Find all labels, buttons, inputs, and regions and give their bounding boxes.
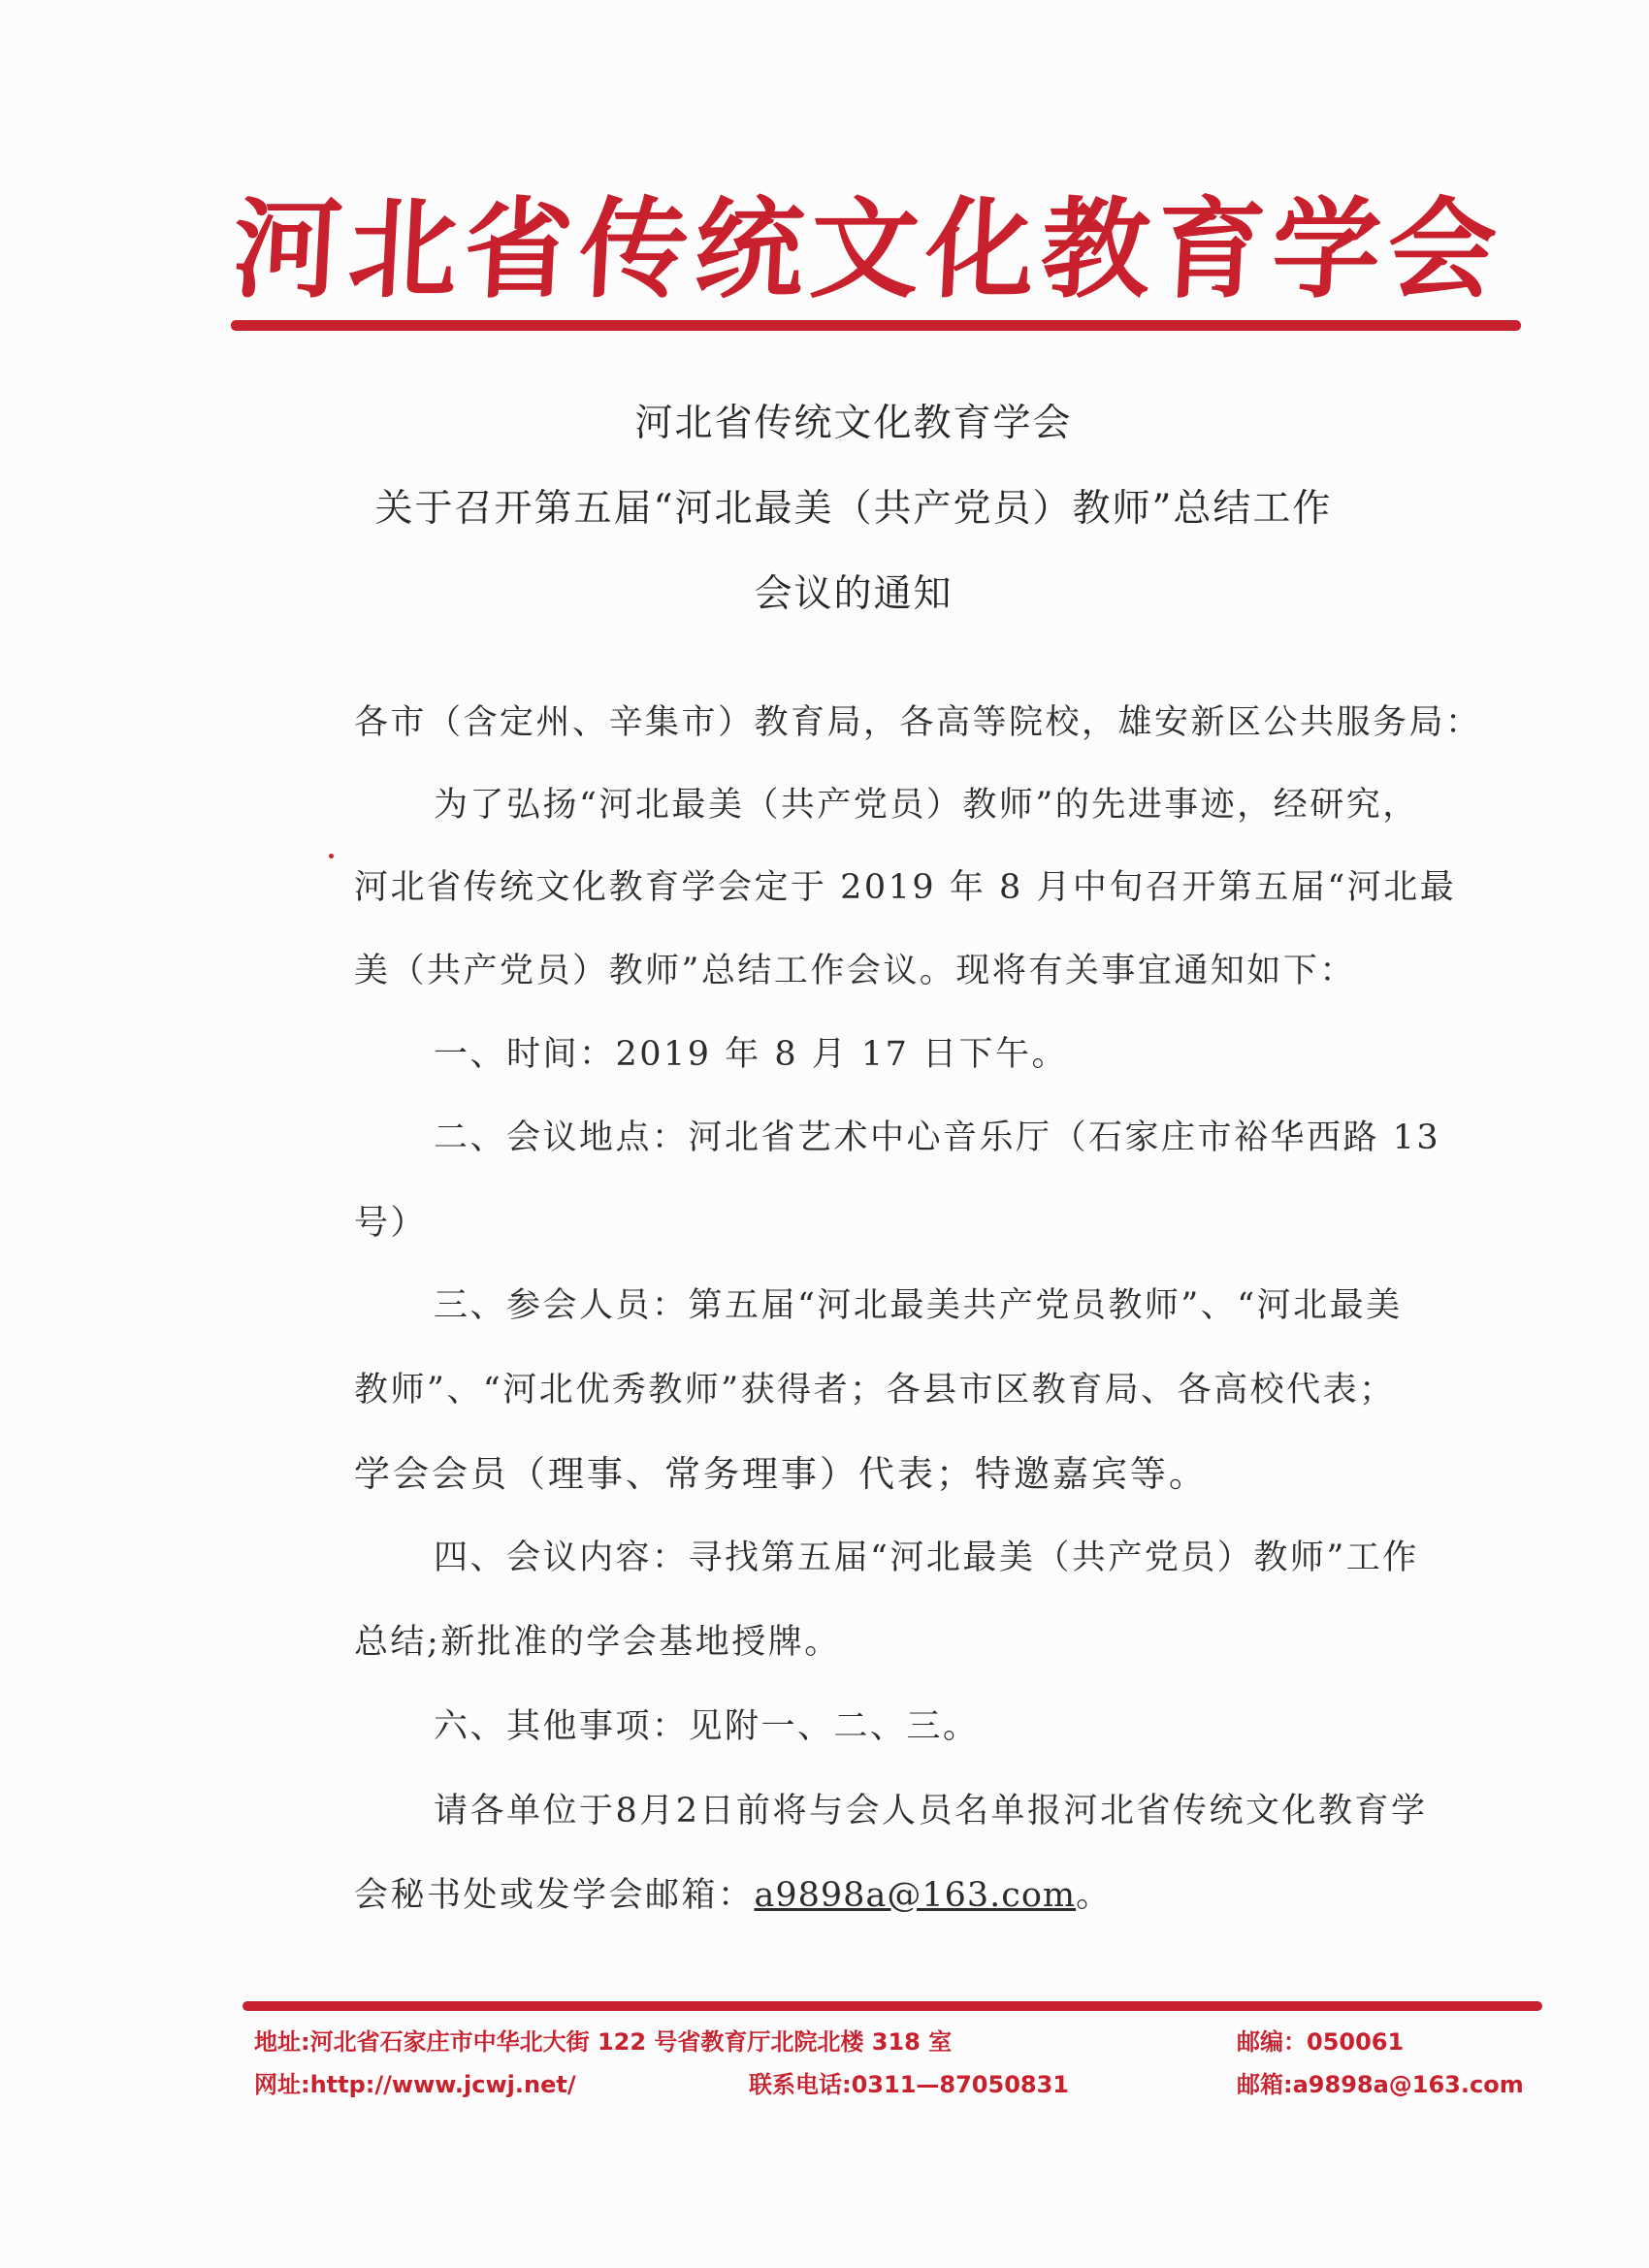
- footer-postcode: 邮编：050061: [1237, 2028, 1405, 2056]
- submit-line-2-suffix: 。: [1076, 1876, 1113, 1915]
- footer-email[interactable]: 邮箱:a9898a@163.com: [1237, 2071, 1524, 2098]
- stray-red-dot: [329, 854, 334, 859]
- item-content-line-1: 四、会议内容：寻找第五届“河北最美（共产党员）教师”工作: [434, 1539, 1419, 1577]
- submit-email-link[interactable]: a9898a@163.com: [754, 1876, 1077, 1915]
- footer-website[interactable]: 网址:http://www.jcwj.net/: [254, 2071, 576, 2098]
- letterhead-red-rule: [231, 320, 1521, 331]
- intro-line-1: 为了弘扬“河北最美（共产党员）教师”的先进事迹，经研究，: [434, 786, 1419, 825]
- footer-address: 地址:河北省石家庄市中华北大街 122 号省教育厅北院北楼 318 室: [254, 2028, 953, 2056]
- item-attendees-line-3: 学会会员（理事、常务理事）代表；特邀嘉宾等。: [354, 1453, 1208, 1495]
- salutation: 各市（含定州、辛集市）教育局，各高等院校，雄安新区公共服务局：: [354, 703, 1482, 742]
- item-venue-line-1: 二、会议地点：河北省艺术中心音乐厅（石家庄市裕华西路 13: [434, 1118, 1441, 1157]
- item-other: 六、其他事项：见附一、二、三。: [434, 1707, 980, 1746]
- intro-line-3: 美（共产党员）教师”总结工作会议。现将有关事宜通知如下：: [354, 952, 1356, 990]
- intro-line-2: 河北省传统文化教育学会定于 2019 年 8 月中旬召开第五届“河北最: [354, 868, 1457, 907]
- item-content-line-2: 总结;新批准的学会基地授牌。: [354, 1623, 841, 1662]
- item-time: 一、时间：2019 年 8 月 17 日下午。: [434, 1035, 1069, 1074]
- item-attendees-line-2: 教师”、“河北优秀教师”获得者；各县市区教育局、各高校代表；: [354, 1371, 1396, 1409]
- submit-line-1: 请各单位于8月2日前将与会人员名单报河北省传统文化教育学: [434, 1792, 1428, 1831]
- footer-red-rule: [242, 2001, 1542, 2011]
- title-line-2: 关于召开第五届“河北最美（共产党员）教师”总结工作: [374, 487, 1333, 531]
- item-venue-line-2: 号）: [354, 1204, 428, 1243]
- submit-line-2: [354, 1873, 1470, 1918]
- submit-line-2-prefix: 会秘书处或发学会邮箱：: [354, 1876, 755, 1915]
- title-line-1: 河北省传统文化教育学会: [634, 402, 1073, 445]
- letterhead-org-name: 河北省传统文化教育学会: [230, 187, 1506, 313]
- title-line-3: 会议的通知: [754, 572, 954, 616]
- item-attendees-line-1: 三、参会人员：第五届“河北最美共产党员教师”、“河北最美: [434, 1286, 1403, 1325]
- footer-phone: 联系电话:0311—87050831: [749, 2071, 1069, 2098]
